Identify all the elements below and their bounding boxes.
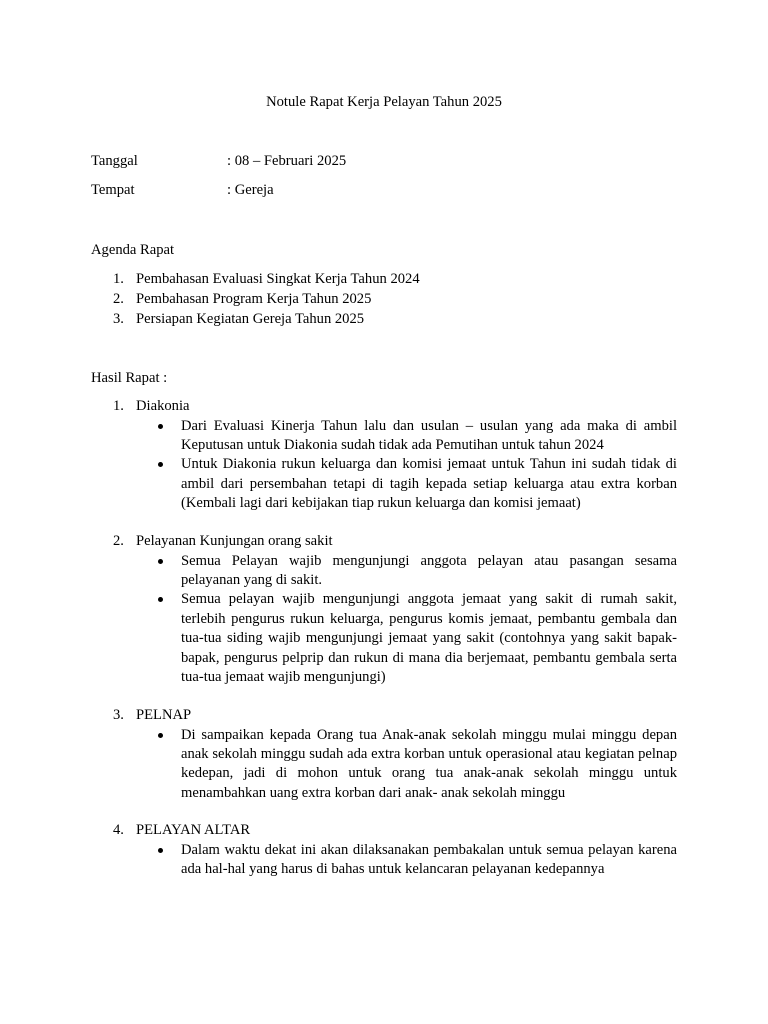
list-number: 1. xyxy=(113,271,124,287)
bullet-text: Dari Evaluasi Kinerja Tahun lalu dan usulan – usulan yang ada maka di ambil Keputusan untuk Diakonia sudah tidak ada Pemutihan untuk tahun 2024 xyxy=(181,417,677,453)
meta-row-tempat xyxy=(91,181,274,200)
bullet-text: Semua Pelayan wajib mengunjungi anggota pelayan atau pasangan sesama pelayanan yang di sakit. xyxy=(181,552,677,588)
bullet-text: Dalam waktu dekat ini akan dilaksanakan pembakalan untuk semua pelayan karena ada hal-hal yang harus di bahas untuk kelancaran pelayanan kedepannya xyxy=(181,841,677,877)
bullet-dot-icon xyxy=(158,559,163,564)
hasil-heading: Hasil Rapat : xyxy=(91,370,168,386)
bullet-item xyxy=(181,590,677,687)
section-title: Diakonia xyxy=(136,398,190,414)
meta-row-tanggal xyxy=(91,152,346,171)
section-title: Pelayanan Kunjungan orang sakit xyxy=(136,533,333,549)
section-title: PELAYAN ALTAR xyxy=(136,822,251,838)
list-item xyxy=(0,310,768,330)
bullet-dot-icon xyxy=(158,597,163,602)
bullet-text: Untuk Diakonia rukun keluarga dan komisi jemaat untuk Tahun ini sudah tidak di ambil dari persembahan tetapi di tagih kepada setiap keluarga atau extra korban (Kembali lagi dari kebijakan tiap rukun keluarga dan komisi jemaat) xyxy=(181,456,677,512)
hasil-section-kunjungan xyxy=(0,532,768,687)
list-number: 2. xyxy=(113,291,124,307)
bullet-dot-icon xyxy=(158,733,163,738)
bullet-dot-icon xyxy=(158,848,163,853)
list-text: Persiapan Kegiatan Gereja Tahun 2025 xyxy=(136,311,365,327)
hasil-section-head xyxy=(0,821,768,841)
hasil-section-head xyxy=(0,706,768,726)
hasil-section-altar xyxy=(0,821,768,879)
section-number: 3. xyxy=(113,707,124,723)
meta-value: : 08 – Februari 2025 xyxy=(227,153,347,169)
document-title: Notule Rapat Kerja Pelayan Tahun 2025 xyxy=(266,94,502,110)
meta-label: Tanggal xyxy=(91,153,138,169)
meta-label: Tempat xyxy=(91,182,135,198)
bullet-dot-icon xyxy=(158,462,163,467)
section-number: 4. xyxy=(113,822,124,838)
section-number: 2. xyxy=(113,533,124,549)
hasil-section-diakonia xyxy=(0,397,768,514)
hasil-section-pelnap xyxy=(0,706,768,803)
bullet-text: Di sampaikan kepada Orang tua Anak-anak sekolah minggu mulai minggu depan anak sekolah minggu sudah ada extra korban untuk operasional atau kegiatan pelnap kedepan, jadi di mohon untuk orang tua anak-anak sekolah minggu untuk menambahkan uang extra korban dari anak- anak sekolah minggu xyxy=(181,726,677,801)
hasil-section-head xyxy=(0,397,768,417)
list-item xyxy=(0,290,768,310)
bullet-dot-icon xyxy=(158,424,163,429)
section-title: PELNAP xyxy=(136,707,192,723)
section-number: 1. xyxy=(113,398,124,414)
list-text: Pembahasan Program Kerja Tahun 2025 xyxy=(136,291,372,307)
bullet-item xyxy=(181,417,677,456)
list-item xyxy=(0,270,768,290)
meta-value: : Gereja xyxy=(227,182,274,198)
bullet-item xyxy=(181,841,677,880)
bullet-text: Semua pelayan wajib mengunjungi anggota jemaat yang sakit di rumah sakit, terlebih pengurus rukun keluarga, pengurus komis jemaat, pembantu gembala dan tua-tua siding wajib mengunjungi jemaat yang sakit (contohnya yang sakit bapak-bapak, pengurus pelprip dan rukun di mana dia berjemaat, pembantu gembala serta tua-tua jemaat wajib mengunjungi) xyxy=(181,591,677,685)
list-text: Pembahasan Evaluasi Singkat Kerja Tahun 2024 xyxy=(136,271,420,287)
bullet-item xyxy=(181,552,677,591)
bullet-item xyxy=(181,726,677,804)
agenda-heading: Agenda Rapat xyxy=(91,242,175,258)
agenda-list xyxy=(0,270,768,330)
list-number: 3. xyxy=(113,311,124,327)
hasil-section-head xyxy=(0,532,768,552)
bullet-item xyxy=(181,455,677,513)
